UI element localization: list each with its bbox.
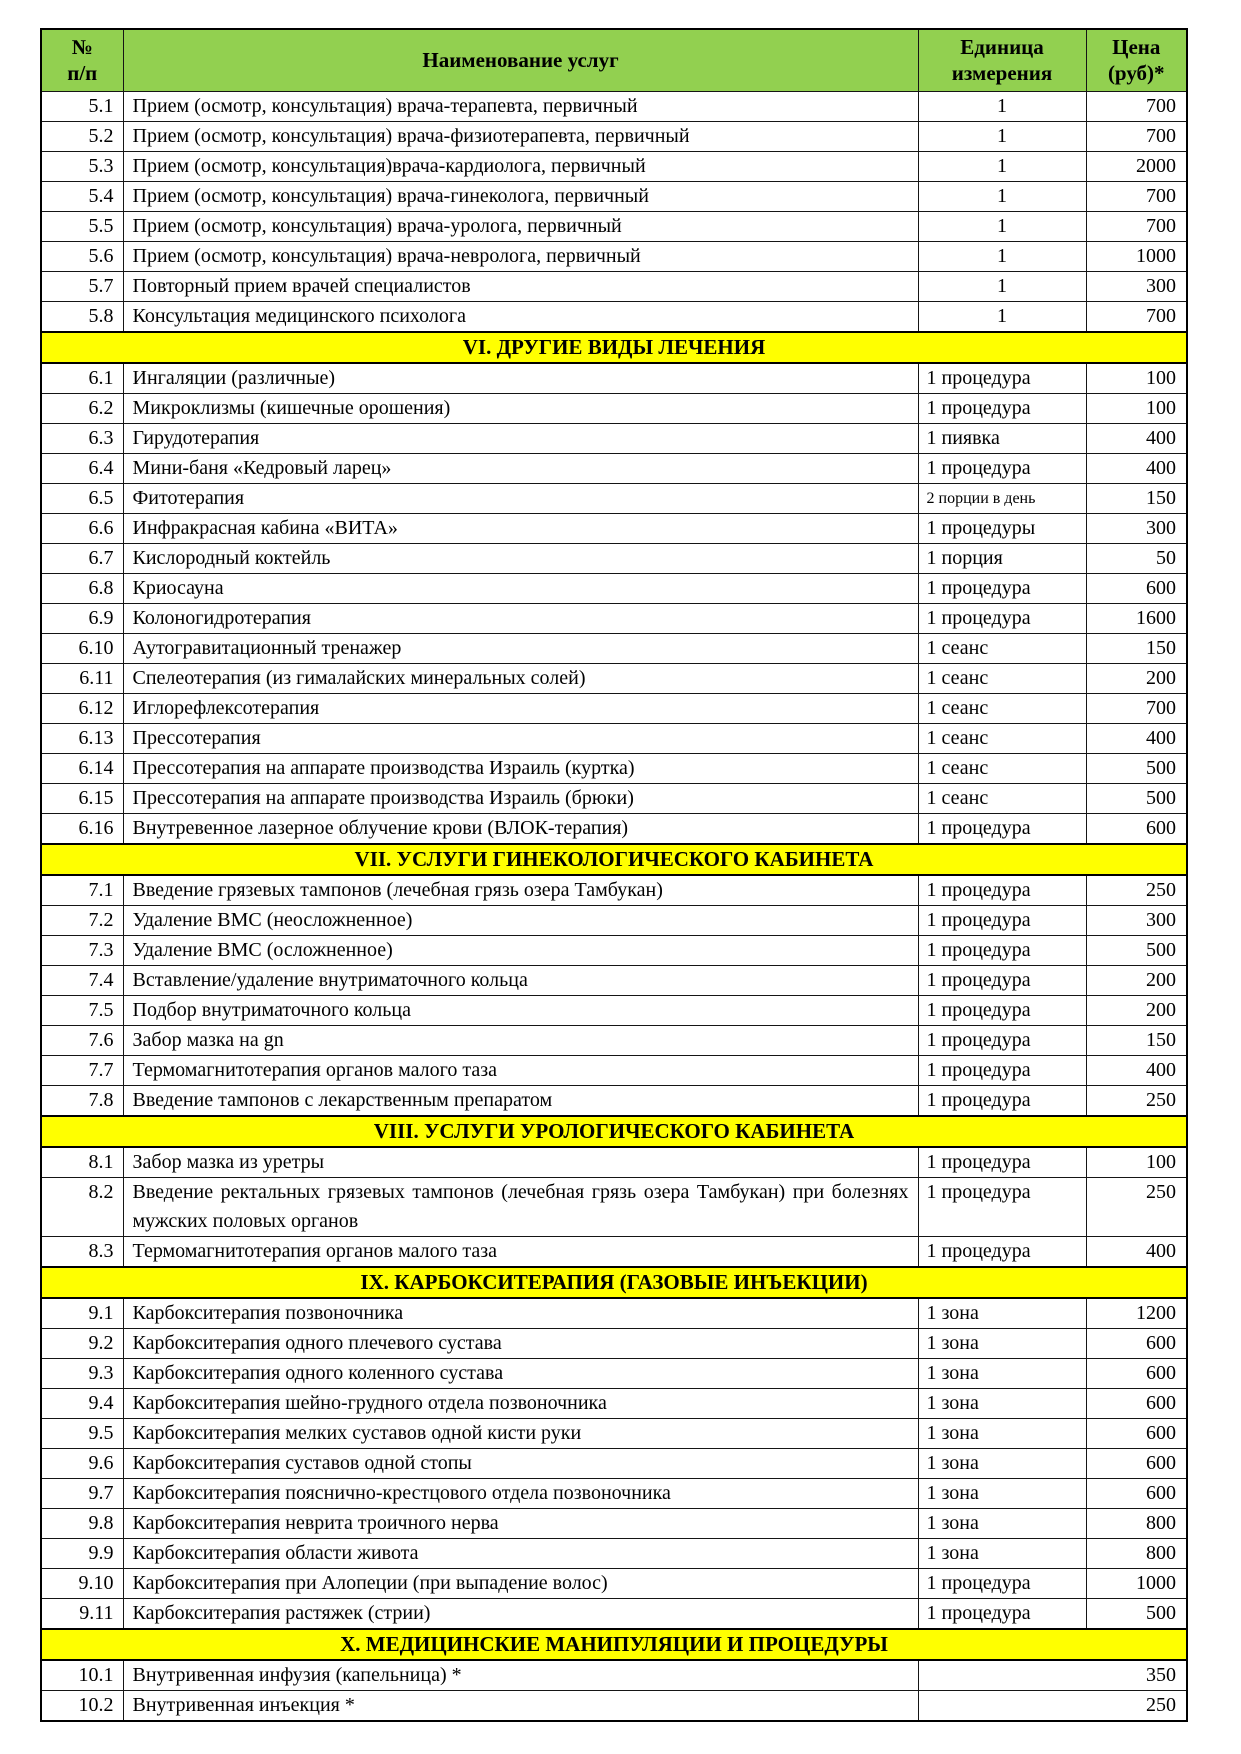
service-name: Прием (осмотр, консультация) врача-физиотерапевта, первичный <box>123 121 918 151</box>
row-number: 6.14 <box>41 753 123 783</box>
price-value: 1000 <box>1086 241 1187 271</box>
row-number: 6.1 <box>41 363 123 394</box>
price-value: 150 <box>1086 633 1187 663</box>
table-row <box>41 1690 1187 1721</box>
service-name: Карбокситерапия шейно-грудного отдела позвоночника <box>123 1388 918 1418</box>
price-value: 600 <box>1086 1448 1187 1478</box>
table-row <box>41 1478 1187 1508</box>
price-value: 800 <box>1086 1538 1187 1568</box>
unit-of-measure: 1 процедура <box>918 1236 1086 1267</box>
row-number: 5.5 <box>41 211 123 241</box>
price-value: 700 <box>1086 121 1187 151</box>
row-number: 5.3 <box>41 151 123 181</box>
row-number: 7.5 <box>41 995 123 1025</box>
service-name: Криосауна <box>123 573 918 603</box>
section-row <box>41 1629 1187 1660</box>
unit-of-measure: 1 зона <box>918 1478 1086 1508</box>
unit-of-measure: 1 процедура <box>918 453 1086 483</box>
row-number: 10.1 <box>41 1660 123 1691</box>
table-header <box>41 29 1187 91</box>
price-value: 1000 <box>1086 1568 1187 1598</box>
row-number: 8.1 <box>41 1147 123 1178</box>
price-value: 800 <box>1086 1508 1187 1538</box>
table-row <box>41 121 1187 151</box>
service-name: Удаление ВМС (осложненное) <box>123 935 918 965</box>
row-number: 6.3 <box>41 423 123 453</box>
table-row <box>41 151 1187 181</box>
price-value: 600 <box>1086 813 1187 844</box>
service-name: Прием (осмотр, консультация) врача-невролога, первичный <box>123 241 918 271</box>
service-name: Карбокситерапия одного плечевого сустава <box>123 1328 918 1358</box>
unit-of-measure: 1 процедура <box>918 1177 1086 1236</box>
table-row <box>41 1298 1187 1329</box>
price-value: 250 <box>1086 875 1187 906</box>
table-row <box>41 1418 1187 1448</box>
table-row <box>41 965 1187 995</box>
table-row <box>41 723 1187 753</box>
unit-of-measure: 1 процедура <box>918 965 1086 995</box>
price-value: 600 <box>1086 1328 1187 1358</box>
section-title: VI. ДРУГИЕ ВИДЫ ЛЕЧЕНИЯ <box>41 332 1187 363</box>
section-title: VIII. УСЛУГИ УРОЛОГИЧЕСКОГО КАБИНЕТА <box>41 1116 1187 1147</box>
unit-of-measure: 1 зона <box>918 1388 1086 1418</box>
table-row <box>41 633 1187 663</box>
service-name: Консультация медицинского психолога <box>123 301 918 332</box>
price-value: 250 <box>918 1690 1187 1721</box>
unit-of-measure: 1 процедура <box>918 1025 1086 1055</box>
table-row <box>41 1177 1187 1236</box>
row-number: 9.7 <box>41 1478 123 1508</box>
row-number: 6.12 <box>41 693 123 723</box>
table-row <box>41 905 1187 935</box>
table-row <box>41 753 1187 783</box>
service-name: Введение ректальных грязевых тампонов (лечебная грязь озера Тамбукан) при болезнях мужских половых органов <box>123 1177 918 1236</box>
table-row <box>41 1388 1187 1418</box>
unit-of-measure: 1 сеанс <box>918 693 1086 723</box>
table-row <box>41 543 1187 573</box>
row-number: 6.7 <box>41 543 123 573</box>
row-number: 9.8 <box>41 1508 123 1538</box>
row-number: 5.2 <box>41 121 123 151</box>
unit-of-measure: 2 порции в день <box>918 483 1086 513</box>
price-value: 50 <box>1086 543 1187 573</box>
service-name: Колоногидротерапия <box>123 603 918 633</box>
column-header-unit: Единица измерения <box>918 29 1086 91</box>
service-name: Прием (осмотр, консультация) врача-терапевта, первичный <box>123 91 918 121</box>
service-name: Прессотерапия на аппарате производства Израиль (брюки) <box>123 783 918 813</box>
service-name: Термомагнитотерапия органов малого таза <box>123 1236 918 1267</box>
service-name: Внутревенное лазерное облучение крови (ВЛОК-терапия) <box>123 813 918 844</box>
unit-of-measure: 1 процедура <box>918 1085 1086 1116</box>
price-value: 500 <box>1086 783 1187 813</box>
price-value: 1200 <box>1086 1298 1187 1329</box>
table-row <box>41 301 1187 332</box>
service-name: Мини-баня «Кедровый ларец» <box>123 453 918 483</box>
price-value: 600 <box>1086 1478 1187 1508</box>
unit-of-measure: 1 сеанс <box>918 783 1086 813</box>
table-row <box>41 91 1187 121</box>
service-name: Карбокситерапия позвоночника <box>123 1298 918 1329</box>
service-name: Фитотерапия <box>123 483 918 513</box>
unit-of-measure: 1 сеанс <box>918 633 1086 663</box>
row-number: 6.15 <box>41 783 123 813</box>
table-row <box>41 1660 1187 1691</box>
unit-of-measure: 1 <box>918 241 1086 271</box>
table-row <box>41 453 1187 483</box>
column-header-number <box>41 29 123 91</box>
price-value: 400 <box>1086 1236 1187 1267</box>
unit-of-measure: 1 пиявка <box>918 423 1086 453</box>
table-row <box>41 995 1187 1025</box>
table-row <box>41 783 1187 813</box>
unit-of-measure: 1 <box>918 271 1086 301</box>
service-name: Иглорефлексотерапия <box>123 693 918 723</box>
row-number: 6.11 <box>41 663 123 693</box>
unit-of-measure: 1 процедура <box>918 573 1086 603</box>
row-number: 5.4 <box>41 181 123 211</box>
price-value: 600 <box>1086 573 1187 603</box>
row-number: 9.6 <box>41 1448 123 1478</box>
column-header-number-line1: № <box>71 35 93 60</box>
price-value: 600 <box>1086 1358 1187 1388</box>
price-list-page <box>40 28 1186 1722</box>
price-value: 700 <box>1086 301 1187 332</box>
row-number: 6.2 <box>41 393 123 423</box>
row-number: 6.10 <box>41 633 123 663</box>
price-value: 250 <box>1086 1177 1187 1236</box>
price-value: 500 <box>1086 1598 1187 1629</box>
price-value: 100 <box>1086 363 1187 394</box>
section-title: X. МЕДИЦИНСКИЕ МАНИПУЛЯЦИИ И ПРОЦЕДУРЫ <box>41 1629 1187 1660</box>
price-value: 150 <box>1086 483 1187 513</box>
table-row <box>41 813 1187 844</box>
row-number: 9.3 <box>41 1358 123 1388</box>
price-value: 400 <box>1086 453 1187 483</box>
unit-of-measure: 1 процедура <box>918 603 1086 633</box>
price-value: 150 <box>1086 1025 1187 1055</box>
price-value: 400 <box>1086 423 1187 453</box>
table-row <box>41 663 1187 693</box>
unit-of-measure: 1 порция <box>918 543 1086 573</box>
table-row <box>41 603 1187 633</box>
section-title: IX. КАРБОКСИТЕРАПИЯ (ГАЗОВЫЕ ИНЪЕКЦИИ) <box>41 1267 1187 1298</box>
row-number: 9.1 <box>41 1298 123 1329</box>
unit-of-measure: 1 сеанс <box>918 663 1086 693</box>
price-value: 200 <box>1086 995 1187 1025</box>
price-value: 100 <box>1086 393 1187 423</box>
service-name: Введение тампонов с лекарственным препаратом <box>123 1085 918 1116</box>
price-value: 100 <box>1086 1147 1187 1178</box>
row-number: 9.4 <box>41 1388 123 1418</box>
row-number: 7.4 <box>41 965 123 995</box>
service-name: Вставление/удаление внутриматочного кольца <box>123 965 918 995</box>
service-name: Повторный прием врачей специалистов <box>123 271 918 301</box>
service-name: Ингаляции (различные) <box>123 363 918 394</box>
table-body <box>41 91 1187 1721</box>
row-number: 7.8 <box>41 1085 123 1116</box>
table-row <box>41 271 1187 301</box>
table-row <box>41 363 1187 394</box>
service-name: Аутогравитационный тренажер <box>123 633 918 663</box>
table-row <box>41 875 1187 906</box>
table-row <box>41 483 1187 513</box>
service-name: Микроклизмы (кишечные орошения) <box>123 393 918 423</box>
service-name: Гирудотерапия <box>123 423 918 453</box>
price-value: 1600 <box>1086 603 1187 633</box>
service-name: Подбор внутриматочного кольца <box>123 995 918 1025</box>
table-row <box>41 1358 1187 1388</box>
row-number: 9.5 <box>41 1418 123 1448</box>
price-value: 400 <box>1086 1055 1187 1085</box>
service-name: Введение грязевых тампонов (лечебная грязь озера Тамбукан) <box>123 875 918 906</box>
service-name: Спелеотерапия (из гималайских минеральных солей) <box>123 663 918 693</box>
service-name: Карбокситерапия области живота <box>123 1538 918 1568</box>
price-value: 350 <box>918 1660 1187 1691</box>
row-number: 5.7 <box>41 271 123 301</box>
unit-of-measure: 1 зона <box>918 1448 1086 1478</box>
section-row <box>41 844 1187 875</box>
unit-of-measure: 1 процедура <box>918 905 1086 935</box>
unit-of-measure: 1 процедура <box>918 363 1086 394</box>
unit-of-measure: 1 зона <box>918 1358 1086 1388</box>
row-number: 6.5 <box>41 483 123 513</box>
service-name: Забор мазка из уретры <box>123 1147 918 1178</box>
price-value: 700 <box>1086 693 1187 723</box>
row-number: 6.6 <box>41 513 123 543</box>
row-number: 6.13 <box>41 723 123 753</box>
table-row <box>41 573 1187 603</box>
unit-of-measure: 1 процедуры <box>918 513 1086 543</box>
unit-of-measure: 1 зона <box>918 1418 1086 1448</box>
service-name: Термомагнитотерапия органов малого таза <box>123 1055 918 1085</box>
unit-of-measure: 1 <box>918 121 1086 151</box>
service-name: Прессотерапия на аппарате производства Израиль (куртка) <box>123 753 918 783</box>
row-number: 6.8 <box>41 573 123 603</box>
table-row <box>41 211 1187 241</box>
service-name: Прием (осмотр, консультация) врача-гинеколога, первичный <box>123 181 918 211</box>
unit-of-measure: 1 процедура <box>918 1598 1086 1629</box>
service-name: Карбокситерапия мелких суставов одной кисти руки <box>123 1418 918 1448</box>
service-name: Инфракрасная кабина «ВИТА» <box>123 513 918 543</box>
table-row <box>41 1328 1187 1358</box>
row-number: 7.3 <box>41 935 123 965</box>
unit-of-measure: 1 процедура <box>918 875 1086 906</box>
unit-of-measure: 1 <box>918 151 1086 181</box>
price-value: 500 <box>1086 935 1187 965</box>
table-row <box>41 1538 1187 1568</box>
table-row <box>41 423 1187 453</box>
unit-of-measure: 1 зона <box>918 1538 1086 1568</box>
table-row <box>41 513 1187 543</box>
service-name: Внутривенная инъекция * <box>123 1690 918 1721</box>
unit-of-measure: 1 процедура <box>918 995 1086 1025</box>
row-number: 5.8 <box>41 301 123 332</box>
price-value: 600 <box>1086 1418 1187 1448</box>
table-row <box>41 1598 1187 1629</box>
price-value: 300 <box>1086 513 1187 543</box>
price-value: 200 <box>1086 663 1187 693</box>
unit-of-measure: 1 процедура <box>918 935 1086 965</box>
service-name: Внутривенная инфузия (капельница) * <box>123 1660 918 1691</box>
table-row <box>41 693 1187 723</box>
service-name: Карбокситерапия пояснично-крестцового отдела позвоночника <box>123 1478 918 1508</box>
price-value: 250 <box>1086 1085 1187 1116</box>
service-name: Прессотерапия <box>123 723 918 753</box>
table-row <box>41 241 1187 271</box>
price-value: 400 <box>1086 723 1187 753</box>
table-row <box>41 1025 1187 1055</box>
table-row <box>41 181 1187 211</box>
service-name: Карбокситерапия при Алопеции (при выпадение волос) <box>123 1568 918 1598</box>
row-number: 9.10 <box>41 1568 123 1598</box>
row-number: 5.1 <box>41 91 123 121</box>
row-number: 7.1 <box>41 875 123 906</box>
service-name: Прием (осмотр, консультация)врача-кардиолога, первичный <box>123 151 918 181</box>
price-table <box>40 28 1188 1722</box>
unit-of-measure: 1 сеанс <box>918 753 1086 783</box>
unit-of-measure: 1 сеанс <box>918 723 1086 753</box>
unit-of-measure: 1 зона <box>918 1508 1086 1538</box>
column-header-price: Цена (руб)* <box>1086 29 1187 91</box>
row-number: 8.3 <box>41 1236 123 1267</box>
price-value: 700 <box>1086 91 1187 121</box>
table-row <box>41 1147 1187 1178</box>
row-number: 8.2 <box>41 1177 123 1236</box>
row-number: 10.2 <box>41 1690 123 1721</box>
section-title: VII. УСЛУГИ ГИНЕКОЛОГИЧЕСКОГО КАБИНЕТА <box>41 844 1187 875</box>
service-name: Прием (осмотр, консультация) врача-уролога, первичный <box>123 211 918 241</box>
price-value: 200 <box>1086 965 1187 995</box>
unit-of-measure: 1 <box>918 211 1086 241</box>
section-row <box>41 1116 1187 1147</box>
row-number: 9.9 <box>41 1538 123 1568</box>
unit-of-measure: 1 <box>918 91 1086 121</box>
service-name: Удаление ВМС (неосложненное) <box>123 905 918 935</box>
table-row <box>41 1448 1187 1478</box>
unit-of-measure: 1 процедура <box>918 813 1086 844</box>
unit-of-measure: 1 процедура <box>918 1147 1086 1178</box>
table-row <box>41 1236 1187 1267</box>
section-row <box>41 332 1187 363</box>
service-name: Кислородный коктейль <box>123 543 918 573</box>
unit-of-measure: 1 зона <box>918 1328 1086 1358</box>
unit-of-measure: 1 <box>918 301 1086 332</box>
unit-of-measure: 1 процедура <box>918 1055 1086 1085</box>
unit-of-measure: 1 <box>918 181 1086 211</box>
price-value: 300 <box>1086 905 1187 935</box>
price-value: 700 <box>1086 181 1187 211</box>
table-row <box>41 1568 1187 1598</box>
service-name: Карбокситерапия неврита троичного нерва <box>123 1508 918 1538</box>
service-name: Карбокситерапия суставов одной стопы <box>123 1448 918 1478</box>
price-value: 2000 <box>1086 151 1187 181</box>
unit-of-measure: 1 зона <box>918 1298 1086 1329</box>
price-value: 300 <box>1086 271 1187 301</box>
row-number: 9.2 <box>41 1328 123 1358</box>
price-value: 700 <box>1086 211 1187 241</box>
service-name: Забор мазка на gn <box>123 1025 918 1055</box>
row-number: 7.2 <box>41 905 123 935</box>
row-number: 9.11 <box>41 1598 123 1629</box>
table-row <box>41 1055 1187 1085</box>
unit-of-measure: 1 процедура <box>918 393 1086 423</box>
column-header-service-name: Наименование услуг <box>123 29 918 91</box>
section-row <box>41 1267 1187 1298</box>
row-number: 5.6 <box>41 241 123 271</box>
service-name: Карбокситерапия одного коленного сустава <box>123 1358 918 1388</box>
table-row <box>41 1508 1187 1538</box>
price-value: 600 <box>1086 1388 1187 1418</box>
row-number: 6.16 <box>41 813 123 844</box>
table-row <box>41 935 1187 965</box>
column-header-number-line2: п/п <box>67 61 98 86</box>
unit-of-measure: 1 процедура <box>918 1568 1086 1598</box>
row-number: 6.9 <box>41 603 123 633</box>
price-value: 500 <box>1086 753 1187 783</box>
table-row <box>41 393 1187 423</box>
row-number: 7.7 <box>41 1055 123 1085</box>
header-row <box>41 29 1187 91</box>
table-row <box>41 1085 1187 1116</box>
row-number: 7.6 <box>41 1025 123 1055</box>
row-number: 6.4 <box>41 453 123 483</box>
service-name: Карбокситерапия растяжек (стрии) <box>123 1598 918 1629</box>
